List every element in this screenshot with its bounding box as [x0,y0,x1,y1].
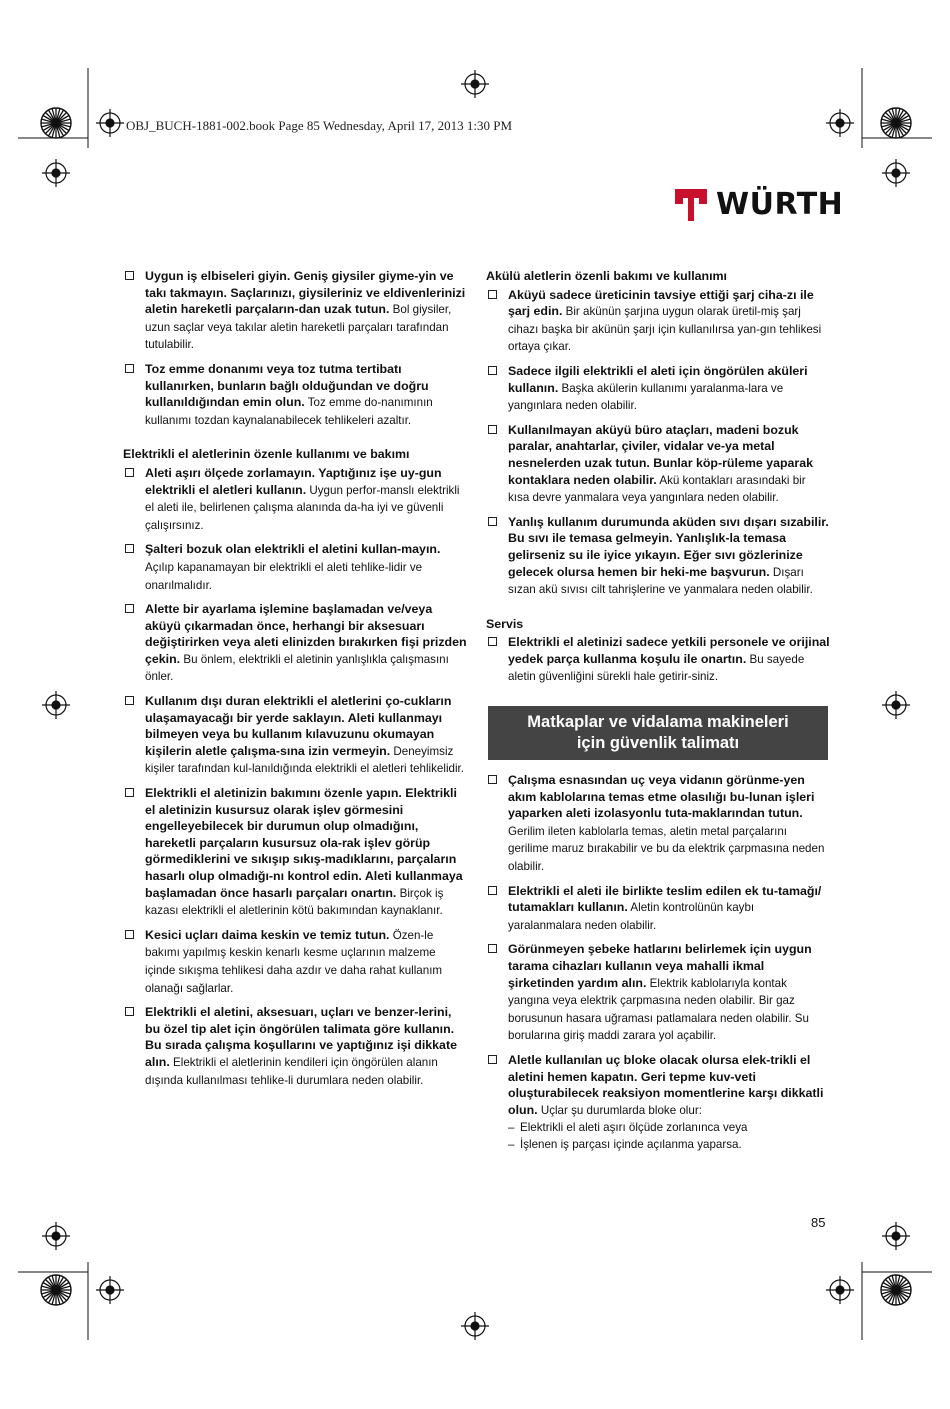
item-text: Bu sayede aletin güvenliğini sürekli hale getirir-siniz. [508,652,805,684]
checkbox-bullet-icon [125,364,134,373]
list-item [486,363,830,415]
item-bold-text: Elektrikli el aleti ile birlikte teslim edilen ek tu-tamağı/ tutamakları kullanın. [508,883,822,915]
item-bold-text: Aküyü sadece üreticinin tavsiye ettiği şarj ciha-zı ile şarj edin. [508,287,814,319]
checkbox-bullet-icon [125,468,134,477]
registration-mark-icon [826,1276,854,1304]
registration-mark-icon [42,691,70,719]
list-item [123,361,467,429]
item-text: Dışarı sızan akü sıvısı cilt tahrişlerine ve yanmalara neden olabilir. [508,565,813,597]
checkbox-bullet-icon [488,775,497,784]
dash-list-item: – Elektrikli el aleti aşırı ölçüde zorlanınca veya [508,1120,830,1137]
item-bold-text: Sadece ilgili elektrikli el aleti için öngörülen aküleri kullanın. [508,363,808,395]
section-heading: Akülü aletlerin özenli bakımı ve kullanımı [486,269,728,283]
checkbox-bullet-icon [488,290,497,299]
item-text: Bu önlem, elektrikli el aletinin yanlışlıkla çalışmasını önler. [145,652,449,684]
registration-mark-icon [96,109,124,137]
item-text: Uygun perfor-manslı elektrikli el aleti ile, belirlenen çalışma alanında da-ha iyi ve güvenli çalışırsınız. [145,483,460,532]
list-item [123,601,467,686]
registration-mark-icon [882,159,910,187]
item-text: Birçok iş kazası elektrikli el aletlerinin kötü bakımından kaynaklanır. [145,886,444,918]
list-item [486,634,830,686]
list-item [486,883,830,935]
checkbox-bullet-icon [125,544,134,553]
list-item [486,422,830,507]
list-item [486,941,830,1045]
item-bold-text: Şalteri bozuk olan elektrikli el aletini kullan-mayın. [145,542,441,557]
list-item [123,785,467,920]
wurth-logo [674,188,843,222]
registration-mark-icon [461,1312,489,1340]
registration-mark-icon [461,70,489,98]
list-item [486,287,830,356]
item-text: Özen-le bakımı yapılmış keskin kenarlı kesme uçlarının malzeme içinde sıkışma tehlikesi daha azdır ve daha rahat kullanım olanağı sağlarlar. [145,928,443,995]
registration-mark-icon [42,1222,70,1250]
list-item [123,465,467,534]
item-bold-text: Kesici uçları daima keskin ve temiz tutun. [145,927,390,942]
item-bold-text: Toz emme donanımı veya toz tutma tertibatı kullanırken, bunların bağlı olduğundan ve doğru kullanıldığından emin olun. [145,361,429,410]
item-text: Akü kontakları arasındaki bir kısa devre yanmalara veya yangınlara neden olabilir. [508,473,806,505]
checkbox-bullet-icon [488,886,497,895]
item-text: Başka akülerin kullanımı yaralanma-lara ve yangınlara neden olabilir. [508,381,784,413]
item-bold-text: Elektrikli el aletinizi sadece yetkili personele ve orijinal yedek parça kullanma koşulu ile onartın. [508,635,830,666]
item-text: Aletin kontrolünün kaybı yaralanmalara neden olabilir. [508,901,755,932]
checkbox-bullet-icon [488,425,497,434]
checkbox-bullet-icon [488,366,497,375]
checkbox-bullet-icon [125,930,134,939]
item-bold-text: Uygun iş elbiseleri giyin. Geniş giysiler giyme-yin ve takı takmayın. Saçlarınızı, giysileriniz ve eldivenlerinizi aletin hareketli parçaların-dan uzak tutun. [145,269,466,317]
page-number: 85 [811,1215,826,1230]
item-text: Elektrik kablolarıyla kontak yangına veya elektrik çarpmasına neden olabilir. Bir gaz borusunun hasara uğraması patlamalara neden olabilir. Su borularına giriş maddi zarara yol açabilir. [508,976,809,1043]
registration-mark-icon [96,1276,124,1304]
item-bold-text: Yanlış kullanım durumunda aküden sıvı dışarı sızabilir. Bu sıvı ile temasa gelmeyin. Yanlışlık-la temasa gelirseniz su ile iyice yıkayın. Eğer sıvı gözlerinize gelecek olursa hemen bir heki-me başvurun. [508,514,829,579]
list-item [123,541,467,594]
section-heading: Elektrikli el aletlerinin özenle kullanımı ve bakımı [123,447,410,462]
item-bold-text: Elektrikli el aletini, aksesuarı, uçları ve benzer-lerini, bu özel tip alet için öngörülen talimata göre kullanın. Bu sırada çalışma koşullarını ve yaptığınız işi dikkate alın. [145,1005,457,1069]
item-text: Gerilim ileten kablolarla temas, aletin metal parçalarını gerilime maruz bırakabilir ve bu da elektrik çarpmasına neden olabilir. [508,824,825,874]
item-bold-text: Alette bir ayarlama işlemine başlamadan ve/veya aküyü çıkarmadan önce, herhangi bir aksesuarı değiştirirken veya aleti elinizden bırakırken fişi prizden çekin. [145,602,467,666]
banner-line: Matkaplar ve vidalama makineleri [527,713,789,732]
item-bold-text: Aleti aşırı ölçede zorlamayın. Yaptığınız işe uy-gun elektrikli el aletleri kullanın. [145,465,442,497]
item-text: Deneyimsiz kişiler tarafından kul-lanıldığında elektrikli el aletleri tehlikelidir. [145,744,464,776]
section-heading: Servis [486,616,524,631]
dash-list-item: – İşlenen iş parçası içinde açılanma yaparsa. [508,1137,830,1154]
item-bold-text: Aletle kullanılan uç bloke olacak olursa elek-trikli el aletini hemen kapatın. Geri tepme kuv-veti oluşturabilecek reaksiyon momentlerine karşı dikkatli olun. [508,1052,824,1117]
checkbox-bullet-icon [125,271,134,280]
checkbox-bullet-icon [125,1007,134,1016]
item-text: Bir akünün şarjına uygun olarak üretil-miş şarj cihazı başka bir akünün şarjı için kullanılırsa yan-gın tehlikesi ortaya çıkar. [508,305,822,354]
item-bold-text: Elektrikli el aletinizin bakımını özenle yapın. Elektrikli el aletinizin kusursuz olarak işlev görmesini engelleyebilecek bir durumun olup olmadığını, hareketli parçaların kusursuz ola-rak işlev görüp görmediklerini ve sıkışıp sıkış-madıklarını, parçaların hasarlı olup olmadığı-nı kontrol edin. Aleti kullanmaya başlamadan önce hasarlı parçaları onartın. [145,786,463,900]
list-item [123,693,467,778]
item-bold-text: Kullanım dışı duran elektrikli el aletlerini ço-cukların ulaşamayacağı bir yerde saklayın. Aleti kullanmayı bilmeyen veya bu kullanım kılavuzunu okumayan kişilerin aletle çalışma-sına izin vermeyin. [145,694,452,758]
registration-mark-icon [882,691,910,719]
checkbox-bullet-icon [125,696,134,705]
list-item [123,927,467,997]
checkbox-bullet-icon [488,637,497,646]
logo-wordmark: WÜRTH [716,187,844,222]
checkbox-bullet-icon [488,517,497,526]
checkbox-bullet-icon [488,944,497,953]
book-header-line: OBJ_BUCH-1881-002.book Page 85 Wednesday, April 17, 2013 1:30 PM [126,118,513,133]
wurth-logo-icon [674,188,708,222]
item-text: Elektrikli el aletlerinin kendileri için öngörülen alanın dışında kullanılması tehlike-li durumlara neden olabilir. [145,1055,438,1087]
item-text: Bol giysiler, uzun saçlar veya takılar aletin hareketli parçaları tarafından tutulabilir. [145,303,452,352]
item-bold-text: Kullanılmayan aküyü büro ataçları, madeni bozuk paralar, anahtarlar, çiviler, vidalar ve-ya metal nesnelerden uzak tutun. Bunlar köp-rüleme yaparak kontaklara neden olabilir. [508,422,814,487]
checkbox-bullet-icon [125,788,134,797]
list-item [486,514,830,599]
item-bold-text: Görünmeyen şebeke hatlarını belirlemek için uygun tarama cihazları kullanın veya mahalli ikmal şirketinden yardım alın. [508,942,812,990]
list-item [486,772,830,876]
list-item [123,268,467,354]
banner-line: için güvenlik talimatı [576,734,740,753]
checkbox-bullet-icon [125,604,134,613]
checkbox-bullet-icon [488,1055,497,1064]
right-column [486,268,830,1154]
registration-mark-icon [826,109,854,137]
list-item [486,1052,830,1119]
item-text: Toz emme do-nanımının kullanımı tozdan kaynalanabilecek tehlikeleri azaltır. [145,396,433,427]
registration-mark-icon [882,1222,910,1250]
list-item [123,1004,467,1089]
registration-mark-icon [42,159,70,187]
item-text: Açılıp kapanamayan bir elektrikli el aleti tehlike-lidir ve onarılmalıdır. [145,560,423,592]
left-column [123,268,467,1096]
item-text: Uçlar şu durumlarda bloke olur: [537,1103,702,1117]
item-bold-text: Çalışma esnasından uç veya vidanın görünme-yen akım kablolarına temas etme olasılığı bu-lunan işleri yaparken aleti izolasyonlu tuta-maklarından tutun. [508,773,815,821]
section-banner [488,706,828,760]
